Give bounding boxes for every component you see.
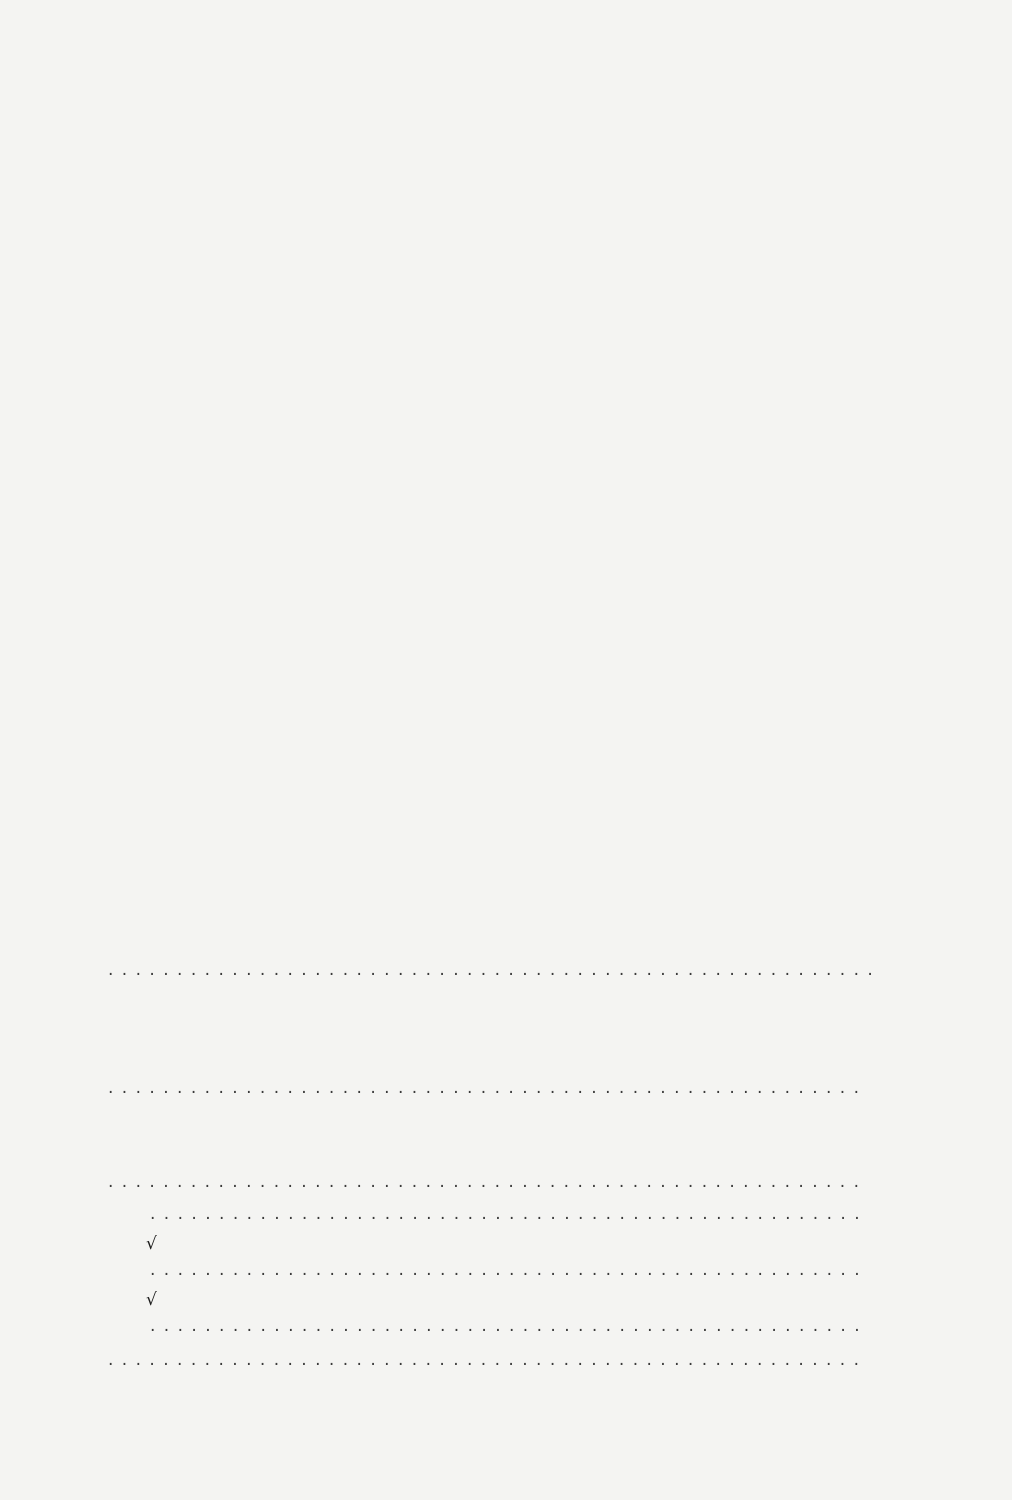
toc-section-row [78,1078,940,1098]
toc-section-row [78,1172,940,1192]
dot-leader [146,1204,860,1224]
dot-leader [104,1350,860,1370]
toc-section-row [78,1350,940,1370]
square-root-sign: √ [146,1234,158,1254]
dot-leader [104,960,874,980]
dot-leader [104,1078,860,1098]
dot-leader [146,1260,860,1280]
dot-leader [104,1172,860,1192]
toc-item-3-3-line1 [104,1290,157,1310]
dot-leader [146,1316,860,1336]
toc-item-3-2-line2 [146,1260,940,1280]
toc-section-row [78,960,940,980]
toc-item-3-2-line1 [104,1234,157,1254]
toc-item-row [104,1204,940,1224]
square-root-sign: √ [146,1290,158,1310]
toc-item-3-3-line2 [146,1316,940,1336]
